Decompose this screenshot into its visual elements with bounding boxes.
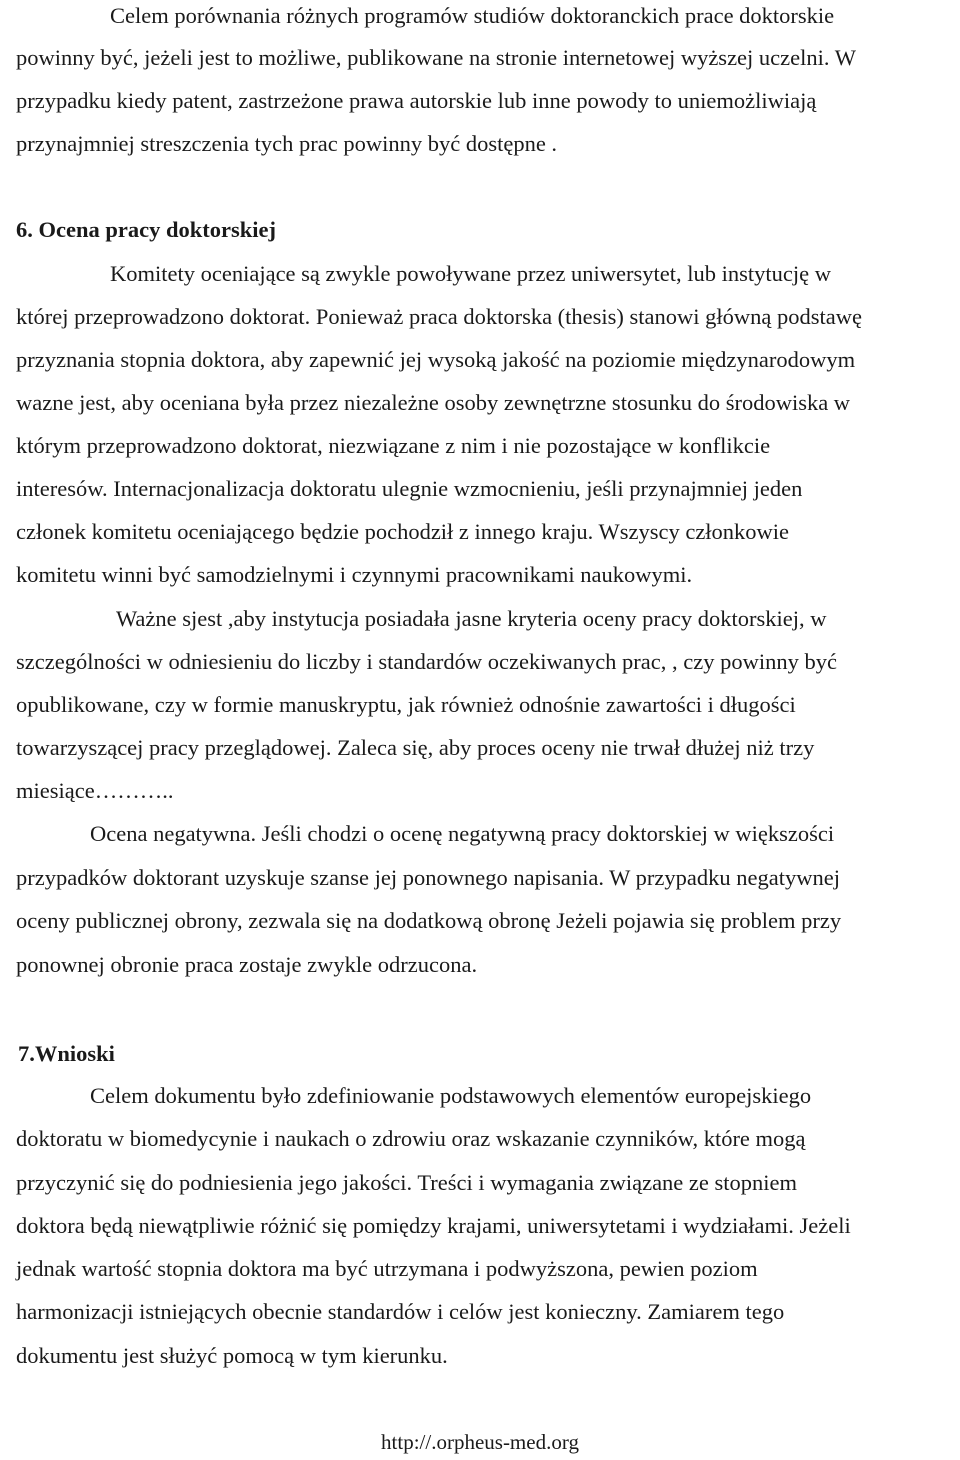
paragraph-line: oceny publicznej obrony, zezwala się na dodatkową obronę Jeżeli pojawia się problem przy [16,908,842,933]
paragraph-line: przyczynić się do podniesienia jego jakości. Treści i wymagania związane ze stopniem [16,1170,798,1195]
paragraph-line: przypadków doktorant uzyskuje szanse jej ponownego napisania. W przypadku negatywnej [16,865,840,890]
paragraph-line: harmonizacji istniejących obecnie standardów i celów jest konieczny. Zamiarem tego [16,1299,785,1324]
paragraph-line: doktoratu w biomedycynie i naukach o zdrowiu oraz wskazanie czynników, które mogą [16,1126,806,1151]
paragraph-line: Komitety oceniające są zwykle powoływane przez uniwersytet, lub instytucję w [110,261,832,286]
section-heading: 7.Wnioski [18,1041,115,1066]
paragraph-line: wazne jest, aby oceniana była przez niezależne osoby zewnętrzne stosunku do środowiska w [16,390,851,415]
paragraph-line: Ocena negatywna. Jeśli chodzi o ocenę negatywną pracy doktorskiej w większości [90,821,835,846]
paragraph-line: interesów. Internacjonalizacja doktoratu ulegnie wzmocnieniu, jeśli przynajmniej jeden [16,476,803,501]
paragraph-line: powinny być, jeżeli jest to możliwe, publikowane na stronie internetowej wyższej uczelni. W [16,45,856,70]
paragraph-line: przyznania stopnia doktora, aby zapewnić jej wysoką jakość na poziomie międzynarodowym [16,347,856,372]
section-heading: 6. Ocena pracy doktorskiej [16,217,276,242]
paragraph-line: opublikowane, czy w formie manuskryptu, jak również odnośnie zawartości i długości [16,692,796,717]
paragraph-line: Celem porównania różnych programów studiów doktoranckich prace doktorskie [110,3,835,28]
paragraph-line: jednak wartość stopnia doktora ma być utrzymana i podwyższona, pewien poziom [16,1256,758,1281]
paragraph-line: przynajmniej streszczenia tych prac powinny być dostępne . [16,131,558,156]
paragraph-line: członek komitetu oceniającego będzie pochodził z innego kraju. Wszyscy członkowie [16,519,790,544]
paragraph-line: szczególności w odniesieniu do liczby i standardów oczekiwanych prac, , czy powinny być [16,649,837,674]
footer-url: http://.orpheus-med.org [381,1430,579,1454]
paragraph-line: której przeprowadzono doktorat. Ponieważ praca doktorska (thesis) stanowi główną podstawę [16,304,863,329]
paragraph-line: towarzyszącej pracy przeglądowej. Zaleca się, aby proces oceny nie trwał dłużej niż trzy [16,735,815,760]
paragraph-line: przypadku kiedy patent, zastrzeżone prawa autorskie lub inne powody to uniemożliwiają [16,88,817,113]
paragraph-line: komitetu winni być samodzielnymi i czynnymi pracownikami naukowymi. [16,562,693,587]
paragraph-line: ponownej obronie praca zostaje zwykle odrzucona. [16,952,478,977]
paragraph-line: miesiące……….. [16,778,174,803]
paragraph-line: doktora będą niewątpliwie różnić się pomiędzy krajami, uniwersytetami i wydziałami. Jeżeli [16,1213,851,1238]
paragraph-line: Ważne sjest ,aby instytucja posiadała jasne kryteria oceny pracy doktorskiej, w [116,606,827,631]
paragraph-line: którym przeprowadzono doktorat, niezwiązane z nim i nie pozostające w konflikcie [16,433,771,458]
paragraph-line: dokumentu jest służyć pomocą w tym kierunku. [16,1343,448,1368]
paragraph-line: Celem dokumentu było zdefiniowanie podstawowych elementów europejskiego [90,1083,812,1108]
